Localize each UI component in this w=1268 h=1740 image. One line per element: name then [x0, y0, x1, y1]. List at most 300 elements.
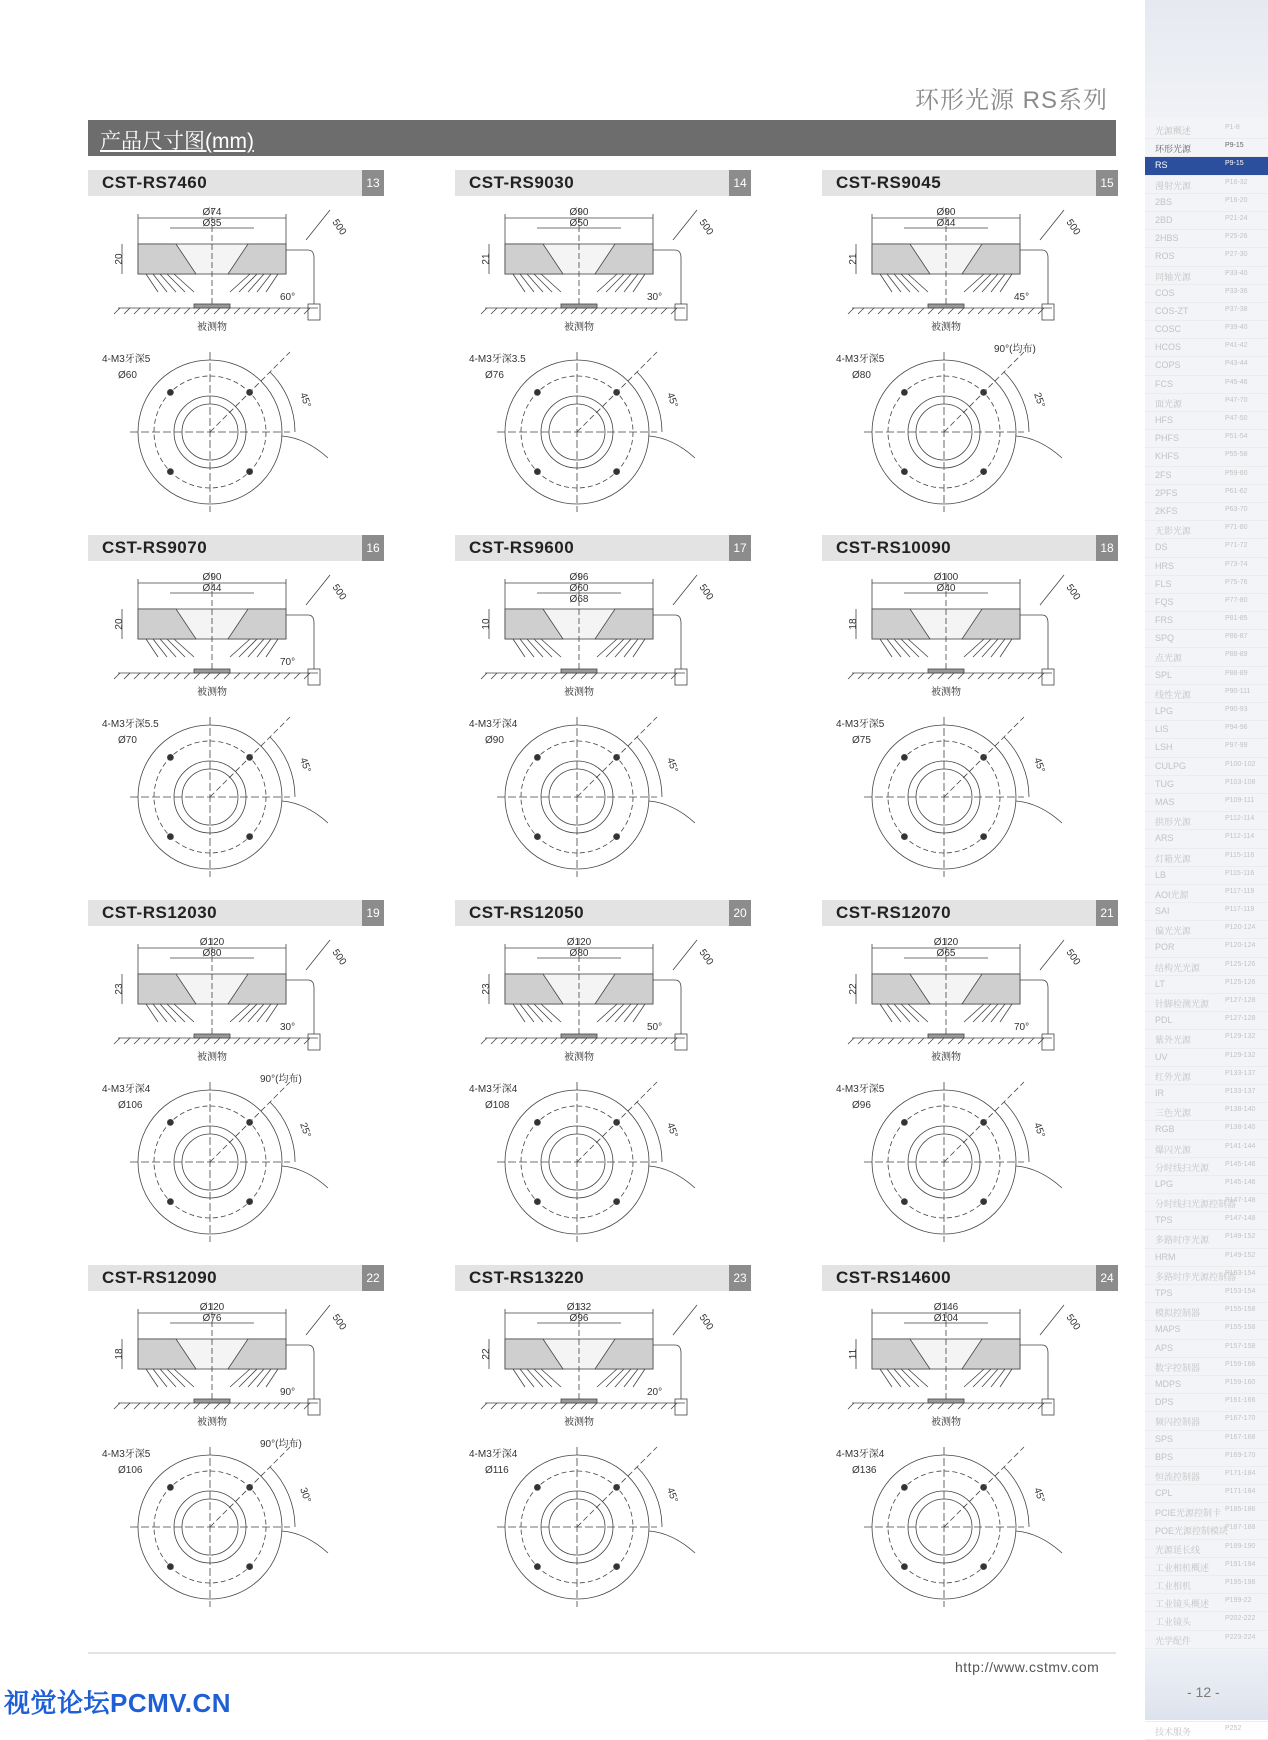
sidebar-item[interactable]	[1145, 558, 1268, 576]
sidebar-item-label: PHFS	[1155, 433, 1180, 444]
ground-hatch	[254, 673, 260, 679]
led-ray	[541, 1004, 561, 1022]
inner-diameter-label: Ø65	[936, 948, 956, 959]
sidebar-item[interactable]	[1145, 776, 1268, 794]
sidebar-item[interactable]	[1145, 285, 1268, 303]
product-name: CST-RS10090	[836, 538, 952, 557]
cable-length-label: 500	[1063, 582, 1083, 603]
sidebar-item-label: PDL	[1155, 1015, 1173, 1026]
sidebar-item-label: 线性光源	[1155, 689, 1192, 700]
mounting-hole	[167, 1199, 173, 1205]
ground-hatch	[541, 673, 547, 679]
sidebar-item-label: 无影光源	[1155, 526, 1192, 537]
product-header	[822, 535, 1118, 561]
hole-circle-diameter-label: Ø60	[118, 370, 137, 381]
sidebar-item-pages: P21-24	[1225, 214, 1248, 222]
sidebar-item[interactable]	[1145, 430, 1268, 448]
mounting-hole	[534, 1564, 540, 1570]
ground-hatch	[561, 1038, 567, 1044]
led-ray	[1000, 1369, 1012, 1387]
sidebar-item-label: POE光源控制模块	[1155, 1526, 1229, 1537]
sidebar-item[interactable]	[1145, 448, 1268, 466]
cable-dimension	[306, 940, 330, 970]
ground-hatch	[551, 1038, 557, 1044]
led-ray	[167, 1369, 185, 1387]
mounting-hole	[247, 834, 253, 840]
cable	[649, 436, 695, 458]
light-angle-label: 50°	[647, 1022, 663, 1033]
led-ray	[527, 1004, 543, 1022]
ground-hatch	[244, 1038, 250, 1044]
sidebar-item[interactable]	[1145, 1412, 1268, 1430]
ground-hatch	[968, 1403, 974, 1409]
led-ray	[894, 1004, 910, 1022]
sidebar-item[interactable]	[1145, 958, 1268, 976]
mounting-hole	[901, 1564, 907, 1570]
cable-dimension	[673, 1305, 697, 1335]
led-ray	[633, 639, 645, 657]
sidebar-item[interactable]	[1145, 212, 1268, 230]
sidebar-item-pages: P63-70	[1225, 505, 1248, 513]
sidebar-item-pages: P94-96	[1225, 724, 1248, 732]
sidebar-item[interactable]	[1145, 376, 1268, 394]
ground-hatch	[274, 308, 280, 314]
sidebar-item[interactable]	[1145, 648, 1268, 666]
ground-hatch	[888, 673, 894, 679]
sidebar-item[interactable]	[1145, 1230, 1268, 1248]
ground-hatch	[254, 308, 260, 314]
ground-hatch	[978, 1038, 984, 1044]
mounting-hole	[167, 754, 173, 760]
sidebar-item[interactable]	[1145, 1376, 1268, 1394]
sidebar-item-pages: P97-99	[1225, 742, 1248, 750]
sidebar-item[interactable]	[1145, 230, 1268, 248]
led-ray	[239, 1369, 257, 1387]
angle-arc	[270, 737, 295, 797]
led-ray	[624, 1369, 638, 1387]
sidebar-item-pages: P147-148	[1225, 1197, 1256, 1205]
sidebar-item[interactable]	[1145, 1612, 1268, 1630]
sidebar-item[interactable]	[1145, 339, 1268, 357]
sidebar-item[interactable]	[1145, 1285, 1268, 1303]
sidebar-nav	[1145, 0, 1268, 1737]
ground-hatch	[918, 308, 924, 314]
led-ray	[541, 639, 561, 657]
led-ray	[266, 639, 278, 657]
ground-hatch	[264, 1403, 270, 1409]
angle-arc	[1004, 372, 1029, 432]
cable-length-label: 500	[1063, 217, 1083, 238]
inner-diameter-label: Ø104	[933, 1313, 959, 1324]
sidebar-item[interactable]	[1145, 794, 1268, 812]
angle-arc	[1004, 1102, 1029, 1162]
sidebar-item[interactable]	[1145, 321, 1268, 339]
led-ray	[266, 1369, 278, 1387]
sidebar-item[interactable]	[1145, 394, 1268, 412]
sidebar-item[interactable]	[1145, 1558, 1268, 1576]
mounting-hole	[614, 469, 620, 475]
ground-hatch	[888, 308, 894, 314]
cable-dimension	[1040, 575, 1064, 605]
sidebar-item[interactable]	[1145, 903, 1268, 921]
product-card	[455, 535, 751, 890]
angle-guide-line	[944, 717, 1024, 797]
sidebar-item[interactable]	[1145, 1303, 1268, 1321]
side-view-drawing	[822, 1291, 1118, 1431]
angle-guide-line	[577, 352, 657, 432]
sidebar-item-pages: P25-26	[1225, 233, 1248, 241]
side-view-drawing	[822, 561, 1118, 701]
watermark-text: 视觉论坛PCMV.CN	[4, 1688, 232, 1718]
ground-hatch	[641, 673, 647, 679]
sidebar-item[interactable]	[1145, 1631, 1268, 1649]
ground-hatch	[194, 673, 200, 679]
distribution-angle-label: 90°(均布)	[994, 344, 1036, 355]
side-view-drawing	[455, 1291, 751, 1431]
angle-arc	[637, 1467, 662, 1527]
sidebar-item[interactable]	[1145, 194, 1268, 212]
front-angle-label: 45°	[664, 391, 680, 410]
ground-hatch	[214, 1038, 220, 1044]
sidebar-item[interactable]	[1145, 576, 1268, 594]
sidebar-item-pages: P252	[1225, 1724, 1242, 1732]
product-number: 23	[729, 1265, 751, 1291]
sidebar-item-label: 工业镜头	[1155, 1617, 1192, 1628]
sidebar-item-pages: P138-140	[1225, 1106, 1256, 1114]
led-ray	[982, 274, 998, 292]
sidebar-item[interactable]	[1145, 1140, 1268, 1158]
sidebar-item[interactable]	[1145, 1521, 1268, 1539]
sidebar-item-pages: P157-158	[1225, 1342, 1256, 1350]
front-angle-label: 45°	[1031, 756, 1047, 775]
sidebar-item-pages: P61-62	[1225, 487, 1248, 495]
led-ray	[248, 1004, 264, 1022]
ground-hatch	[621, 673, 627, 679]
outer-diameter-label: Ø132	[566, 1302, 592, 1313]
sidebar-item[interactable]	[1145, 412, 1268, 430]
led-ray	[894, 274, 910, 292]
ground-hatch	[908, 1403, 914, 1409]
sidebar-item[interactable]	[1145, 1176, 1268, 1194]
sidebar-item[interactable]	[1145, 139, 1268, 157]
led-ray	[266, 1004, 278, 1022]
outer-diameter-label: Ø90	[936, 207, 956, 218]
sidebar-item-label: DPS	[1155, 1397, 1174, 1408]
ground-hatch	[928, 673, 934, 679]
ground-hatch	[878, 1038, 884, 1044]
hole-circle-diameter-label: Ø108	[485, 1100, 510, 1111]
test-object	[561, 1399, 597, 1403]
sidebar-item[interactable]	[1145, 885, 1268, 903]
front-view-drawing	[88, 1435, 384, 1615]
sidebar-item-label: 爆闪光源	[1155, 1144, 1192, 1155]
ground-hatch	[958, 1403, 964, 1409]
sidebar-item[interactable]	[1145, 1049, 1268, 1067]
inner-diameter-label: Ø76	[202, 1313, 222, 1324]
ground-hatch	[184, 1038, 190, 1044]
ground-hatch	[928, 1403, 934, 1409]
sidebar-item[interactable]	[1145, 176, 1268, 194]
sidebar-item[interactable]	[1145, 594, 1268, 612]
sidebar-item[interactable]	[1145, 503, 1268, 521]
sidebar-item[interactable]	[1145, 1249, 1268, 1267]
front-angle-label: 45°	[1031, 1121, 1047, 1140]
ground-hatch	[164, 1403, 170, 1409]
sidebar-item[interactable]	[1145, 1067, 1268, 1085]
led-ray	[230, 639, 250, 657]
ground-hatch	[214, 673, 220, 679]
hole-circle-diameter-label: Ø90	[485, 735, 504, 746]
ground-hatch	[134, 308, 140, 314]
sidebar-item[interactable]	[1145, 1594, 1268, 1612]
led-ray	[606, 1004, 624, 1022]
ground-hatch	[481, 1403, 487, 1409]
ground-hatch	[878, 1403, 884, 1409]
ground-hatch	[174, 673, 180, 679]
led-ray	[527, 639, 543, 657]
led-ray	[901, 1369, 919, 1387]
ground-hatch	[621, 1038, 627, 1044]
angle-guide-line	[210, 717, 290, 797]
sidebar-item[interactable]	[1145, 1085, 1268, 1103]
ground-hatch	[224, 308, 230, 314]
sidebar-item[interactable]	[1145, 485, 1268, 503]
led-ray	[257, 639, 271, 657]
sidebar-item-label: DS	[1155, 542, 1168, 553]
sidebar-item-pages: P77-80	[1225, 596, 1248, 604]
sidebar-item-pages: P16-32	[1225, 178, 1248, 186]
ground-hatch	[948, 308, 954, 314]
sidebar-item[interactable]	[1145, 539, 1268, 557]
sidebar-item[interactable]	[1145, 1267, 1268, 1285]
sidebar-item[interactable]	[1145, 467, 1268, 485]
sidebar-item[interactable]	[1145, 303, 1268, 321]
connector	[308, 1034, 320, 1050]
sidebar-item-label: 针脚检测光源	[1155, 999, 1210, 1009]
sidebar-item[interactable]	[1145, 1358, 1268, 1376]
mounting-hole	[167, 1564, 173, 1570]
led-ray	[520, 274, 534, 292]
mounting-hole	[167, 389, 173, 395]
ground-hatch	[481, 308, 487, 314]
height-label: 23	[114, 983, 125, 995]
sidebar-item-label: TUG	[1155, 778, 1174, 789]
thread-spec-label: 4-M3牙深5	[102, 354, 151, 365]
sidebar-item[interactable]	[1145, 1722, 1268, 1740]
sidebar-item-pages: P155-158	[1225, 1324, 1256, 1332]
page-number: - 12 -	[1187, 1684, 1220, 1700]
sidebar-item[interactable]	[1145, 812, 1268, 830]
sidebar-item-label: FQS	[1155, 596, 1174, 607]
sidebar-item-label: TPS	[1155, 1288, 1173, 1298]
sidebar-item-pages: P27-30	[1225, 251, 1248, 259]
sidebar-item[interactable]	[1145, 1540, 1268, 1558]
led-ray	[615, 639, 631, 657]
sidebar-item[interactable]	[1145, 867, 1268, 885]
sidebar-item[interactable]	[1145, 1340, 1268, 1358]
product-header	[455, 900, 751, 926]
sidebar-item-pages: P159-160	[1225, 1378, 1256, 1386]
sidebar-item-label: 环形光源	[1155, 144, 1192, 155]
sidebar-item[interactable]	[1145, 758, 1268, 776]
angle-guide-line	[944, 1082, 1024, 1162]
cable	[649, 1531, 695, 1553]
thread-spec-label: 4-M3牙深4	[102, 1084, 151, 1095]
sidebar-item[interactable]	[1145, 248, 1268, 266]
sidebar-item[interactable]	[1145, 1321, 1268, 1339]
ground-hatch	[154, 308, 160, 314]
ground-hatch	[521, 1403, 527, 1409]
sidebar-item[interactable]	[1145, 1467, 1268, 1485]
sidebar-item-pages: P129-132	[1225, 1051, 1256, 1059]
sidebar-item[interactable]	[1145, 976, 1268, 994]
footer-url[interactable]: http://www.cstmv.com	[955, 1659, 1100, 1675]
ground-hatch	[978, 1403, 984, 1409]
sidebar-item-pages: P47-70	[1225, 396, 1248, 404]
mounting-hole	[901, 469, 907, 475]
sidebar-item-label: LIS	[1155, 724, 1169, 735]
sidebar-item-label: 多路时序光源控制器	[1155, 1271, 1237, 1282]
sidebar-item[interactable]	[1145, 939, 1268, 957]
sidebar-item[interactable]	[1145, 994, 1268, 1012]
section-label: 产品尺寸图(mm)	[100, 130, 254, 153]
sidebar-item-pages: P90-111	[1225, 687, 1251, 695]
ground-hatch	[928, 1038, 934, 1044]
ground-hatch	[511, 673, 517, 679]
sidebar-item[interactable]	[1145, 1503, 1268, 1521]
sidebar-item[interactable]	[1145, 1103, 1268, 1121]
cable	[1016, 436, 1062, 458]
led-ray	[880, 639, 892, 657]
sidebar-item[interactable]	[1145, 157, 1268, 175]
ground-hatch	[651, 308, 657, 314]
sidebar-list	[1145, 121, 1268, 1740]
sidebar-item-pages: P16-20	[1225, 196, 1248, 204]
ground-hatch	[294, 1038, 300, 1044]
led-ray	[513, 1369, 525, 1387]
led-ray	[982, 1004, 998, 1022]
ground-hatch	[174, 308, 180, 314]
sidebar-item-pages: P100-102	[1225, 760, 1256, 768]
ground-hatch	[234, 673, 240, 679]
sidebar-item[interactable]	[1145, 1449, 1268, 1467]
sidebar-item[interactable]	[1145, 357, 1268, 375]
led-ray	[534, 639, 552, 657]
connector	[1042, 1034, 1054, 1050]
sidebar-item-label: COPS	[1155, 360, 1181, 371]
sidebar-item[interactable]	[1145, 1431, 1268, 1449]
cable	[282, 1531, 328, 1553]
connector	[308, 1399, 320, 1415]
sidebar-item[interactable]	[1145, 1394, 1268, 1412]
sidebar-item[interactable]	[1145, 1576, 1268, 1594]
test-object-label: 被测物	[931, 322, 961, 333]
ground-hatch	[908, 308, 914, 314]
light-angle-label: 45°	[1014, 292, 1030, 303]
sidebar-item[interactable]	[1145, 1158, 1268, 1176]
connector	[1042, 304, 1054, 320]
sidebar-item[interactable]	[1145, 739, 1268, 757]
product-name: CST-RS12030	[102, 903, 218, 922]
sidebar-item-label: 2KFS	[1155, 505, 1178, 516]
product-card	[822, 535, 1118, 890]
ground-hatch	[264, 308, 270, 314]
sidebar-item[interactable]	[1145, 849, 1268, 867]
sidebar-item[interactable]	[1145, 121, 1268, 139]
sidebar-item[interactable]	[1145, 1212, 1268, 1230]
sidebar-item[interactable]	[1145, 521, 1268, 539]
ground-hatch	[631, 308, 637, 314]
sidebar-item[interactable]	[1145, 1194, 1268, 1212]
sidebar-item[interactable]	[1145, 267, 1268, 285]
ground-hatch	[948, 673, 954, 679]
ground-hatch	[978, 673, 984, 679]
mounting-hole	[534, 1119, 540, 1125]
ground-hatch	[254, 1038, 260, 1044]
ground-hatch	[571, 308, 577, 314]
ground-hatch	[204, 1403, 210, 1409]
sidebar-item-pages: P103-108	[1225, 778, 1256, 786]
ground-hatch	[154, 673, 160, 679]
sidebar-item[interactable]	[1145, 830, 1268, 848]
sidebar-item[interactable]	[1145, 1030, 1268, 1048]
sidebar-item-pages: P189-190	[1225, 1542, 1256, 1550]
sidebar-item[interactable]	[1145, 703, 1268, 721]
sidebar-item-pages: P223-224	[1225, 1633, 1256, 1641]
sidebar-item[interactable]	[1145, 1121, 1268, 1139]
led-ray	[615, 1369, 631, 1387]
ground-hatch	[958, 1038, 964, 1044]
sidebar-item[interactable]	[1145, 667, 1268, 685]
sidebar-item[interactable]	[1145, 1485, 1268, 1503]
led-ray	[160, 1369, 176, 1387]
sidebar-item-label: COSC	[1155, 324, 1182, 335]
led-ray	[880, 1004, 892, 1022]
product-number: 15	[1096, 170, 1118, 196]
ground-hatch	[144, 1038, 150, 1044]
ground-hatch	[214, 308, 220, 314]
ground-hatch	[868, 1038, 874, 1044]
height-label: 11	[848, 1348, 859, 1360]
sidebar-item[interactable]	[1145, 721, 1268, 739]
ground-hatch	[591, 1038, 597, 1044]
ground-hatch	[858, 673, 864, 679]
sidebar-item[interactable]	[1145, 921, 1268, 939]
sidebar-item[interactable]	[1145, 1012, 1268, 1030]
sidebar-item[interactable]	[1145, 612, 1268, 630]
ground-hatch	[858, 1038, 864, 1044]
light-angle-label: 70°	[280, 657, 296, 668]
ground-hatch	[304, 308, 310, 314]
ground-hatch	[651, 1403, 657, 1409]
cable	[1016, 1531, 1062, 1553]
sidebar-item[interactable]	[1145, 630, 1268, 648]
ground-hatch	[531, 1038, 537, 1044]
product-number: 20	[729, 900, 751, 926]
mounting-hole	[247, 469, 253, 475]
sidebar-item-pages: P133-137	[1225, 1087, 1256, 1095]
front-view-drawing	[88, 340, 384, 520]
sidebar-item-label: 面光源	[1155, 398, 1183, 409]
mounting-hole	[167, 1119, 173, 1125]
product-name: CST-RS12050	[469, 903, 585, 922]
sidebar-item-label: 恒流控制器	[1155, 1471, 1201, 1482]
cable	[649, 1166, 695, 1188]
sidebar-item-pages: P169-170	[1225, 1451, 1256, 1459]
test-object-label: 被测物	[197, 322, 227, 333]
angle-guide-line	[210, 352, 290, 432]
sidebar-item[interactable]	[1145, 685, 1268, 703]
